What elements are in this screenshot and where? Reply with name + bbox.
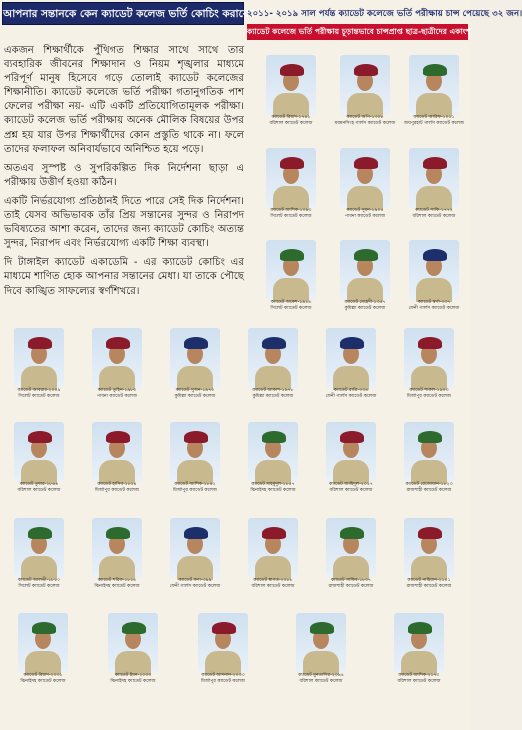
student-photo — [326, 328, 376, 388]
student-name: ক্যাডেট শাকল-১৯০৩ — [409, 388, 449, 393]
beret-shape — [106, 431, 130, 443]
student-name: ক্যাডেট আদনান-২০৩৩ — [201, 673, 245, 678]
student-name: ক্যাডেট আশিক-১০৯০ — [270, 208, 312, 213]
student-caption — [10, 673, 76, 685]
student-caption — [240, 482, 306, 494]
beret-shape — [184, 431, 208, 443]
uniform-shape — [177, 366, 213, 390]
student-photo — [248, 328, 298, 388]
uniform-shape — [21, 366, 57, 390]
uniform-shape — [177, 460, 213, 484]
student-caption — [258, 115, 324, 127]
student-college: বরিশাল ক্যাডেট কলেজ — [251, 584, 295, 589]
student-college: সিলেট ক্যাডেট কলেজ — [18, 394, 60, 399]
student-photo — [409, 55, 459, 115]
uniform-shape — [115, 651, 151, 675]
student-caption — [332, 208, 398, 220]
student-college: কুমিল্লা ক্যাডেট কলেজ — [252, 394, 294, 399]
student-college: ঝিনাইদহ ক্যাডেট কলেজ — [250, 488, 296, 493]
student-college: সিলেট ক্যাডেট কলেজ — [270, 214, 312, 219]
student-name: ক্যাডেট স্বাগত-২০৮৮ — [253, 578, 293, 583]
student-photo — [326, 422, 376, 482]
student-college: কুমিল্লা ক্যাডেট কলেজ — [174, 394, 216, 399]
red-banner: ক্যাডেট কলেজে ভর্তি পরীক্ষায় চূড়ান্তভাবে চান্সপ্রাপ্ত ছাত্র-ছাত্রীদের একাংশ — [247, 24, 468, 40]
beret-shape — [354, 64, 378, 76]
student-name: ক্যাডেট ইমন-২০৩৩ — [114, 673, 152, 678]
beret-shape — [262, 527, 286, 539]
beret-shape — [262, 431, 286, 443]
student-name: ক্যাডেট সুজন-১৯৭০ — [175, 388, 215, 393]
student-college: সিলেট ক্যাডেট কলেজ — [18, 584, 60, 589]
student-card — [322, 518, 380, 590]
beret-shape — [280, 249, 304, 261]
student-name: ক্যাডেট জাহিদুল-২০১৭ — [329, 482, 373, 487]
uniform-shape — [255, 366, 291, 390]
student-college: মির্জাপুর ক্যাডেট কলেজ — [172, 488, 218, 493]
student-caption — [84, 388, 150, 400]
student-photo — [170, 422, 220, 482]
student-photo — [266, 240, 316, 300]
student-card — [244, 328, 302, 400]
article-text — [4, 44, 244, 316]
student-name: ক্যাডেট হাসিব-১৮১৪ — [97, 482, 137, 487]
student-college: ঝিনাইদহ ক্যাডেট কলেজ — [110, 679, 156, 684]
student-caption — [258, 208, 324, 220]
student-caption — [240, 388, 306, 400]
beret-shape — [354, 157, 378, 169]
student-card — [400, 422, 458, 494]
student-name: ক্যাডেট আকাশ-১৯৭৮ — [252, 388, 294, 393]
beret-shape — [340, 527, 364, 539]
student-college: রাজশাহী ক্যাডেট কলেজ — [406, 488, 452, 493]
uniform-shape — [21, 460, 57, 484]
student-card — [336, 240, 394, 312]
student-college: বরিশাল ক্যাডেট কলেজ — [299, 679, 343, 684]
beret-shape — [310, 622, 334, 634]
student-photo — [404, 328, 454, 388]
uniform-shape — [21, 556, 57, 580]
student-photo — [170, 518, 220, 578]
student-name: ক্যাডেট মেহেদী-১৩৫৭ — [344, 300, 386, 305]
student-photo — [18, 613, 68, 673]
student-card — [166, 518, 224, 590]
student-name: ক্যাডেট সাকিব-১৮০৭ — [330, 578, 372, 583]
student-card — [336, 148, 394, 220]
student-caption — [396, 482, 462, 494]
student-card — [262, 148, 320, 220]
uniform-shape — [347, 186, 383, 210]
uniform-shape — [416, 278, 452, 302]
student-college: জয়পুরহাট গার্লস ক্যাডেট কলেজ — [403, 121, 465, 126]
student-card — [405, 148, 463, 220]
student-name: ক্যাডেট রিয়াদ-২০৩১ — [23, 673, 63, 678]
student-caption — [84, 482, 150, 494]
student-caption — [288, 673, 354, 685]
student-name: ক্যাডেট রেজোয়ান-১৮২৩ — [405, 482, 453, 487]
student-card — [400, 328, 458, 400]
student-photo — [14, 518, 64, 578]
student-card — [104, 613, 162, 685]
student-photo — [248, 518, 298, 578]
student-photo — [409, 148, 459, 208]
student-college: মির্জাপুর ক্যাডেট কলেজ — [200, 679, 246, 684]
student-caption — [396, 578, 462, 590]
student-name: ক্যাডেট অপি-১৩০৮ — [346, 115, 384, 120]
student-card — [88, 518, 146, 590]
uniform-shape — [411, 366, 447, 390]
student-college: বরিশাল ক্যাডেট কলেজ — [397, 679, 441, 684]
paragraph-3: একটি নির্ভরযোগ্য প্রতিষ্ঠানই দিতে পারে সেই দিক নির্দেশনা। তাই যেসব অভিভাবক তাঁর প্রিয় সন্তানের সুন্দর ও নিরাপদ ভবিষ্যতের আশা করেন, তাদের জন্য ক্যাডেট কোচিং অত্যন্ত সুন্দর, নিরাপদ এবং নির্ভরযোগ্য একটি শিক্ষা ব্যবস্থা। — [4, 195, 244, 250]
beret-shape — [212, 622, 236, 634]
student-college: ফেনী গার্লস ক্যাডেট কলেজ — [325, 394, 377, 399]
student-card — [405, 240, 463, 312]
beret-shape — [28, 431, 52, 443]
uniform-shape — [99, 366, 135, 390]
student-card — [194, 613, 252, 685]
student-caption — [240, 578, 306, 590]
beret-shape — [184, 337, 208, 349]
student-name: ক্যাডেট কণা-৩৯৯ — [178, 578, 212, 583]
uniform-shape — [25, 651, 61, 675]
uniform-shape — [347, 93, 383, 117]
student-card — [322, 328, 380, 400]
uniform-shape — [273, 278, 309, 302]
student-name: ক্যাডেট আশিক-২১৭০ — [398, 673, 440, 678]
student-caption — [6, 482, 72, 494]
student-photo — [108, 613, 158, 673]
student-name: ক্যাডেট সাকি-১৭৭২ — [415, 208, 453, 213]
beret-shape — [184, 527, 208, 539]
beret-shape — [423, 157, 447, 169]
student-college: মির্জাপুর ক্যাডেট কলেজ — [406, 394, 452, 399]
student-caption — [100, 673, 166, 685]
student-college: রাজশাহী ক্যাডেট কলেজ — [406, 584, 452, 589]
beret-shape — [262, 337, 286, 349]
student-caption — [6, 388, 72, 400]
beret-shape — [408, 622, 432, 634]
student-name: ক্যাডেট অকেশ-১৯১৪ — [270, 300, 312, 305]
uniform-shape — [401, 651, 437, 675]
student-caption — [162, 388, 228, 400]
student-name: ক্যাডেট মাহমুদুল-১৮৫৭ — [251, 482, 295, 487]
student-college: ময়মনসিংহ গার্লস ক্যাডেট কলেজ — [334, 121, 396, 126]
beret-shape — [418, 431, 442, 443]
student-card — [400, 518, 458, 590]
uniform-shape — [333, 556, 369, 580]
headline-banner: আপনার সন্তানকে কেন ক্যাডেট কলেজ ভর্তি কোচিং করাবেন ! — [2, 2, 244, 25]
student-photo — [326, 518, 376, 578]
student-name: ক্যাডেট সুমন-১৯০৫ — [346, 208, 384, 213]
uniform-shape — [273, 186, 309, 210]
student-card — [336, 55, 394, 127]
uniform-shape — [416, 186, 452, 210]
student-college: পাবনা ক্যাডেট কলেজ — [344, 214, 386, 219]
student-caption — [401, 208, 467, 220]
student-college: ঝিনাইদহ ক্যাডেট কলেজ — [20, 679, 66, 684]
beret-shape — [280, 64, 304, 76]
beret-shape — [106, 527, 130, 539]
student-college: ফেনী গার্লস ক্যাডেট কলেজ — [169, 584, 221, 589]
student-caption — [162, 482, 228, 494]
student-caption — [190, 673, 256, 685]
beret-shape — [280, 157, 304, 169]
student-caption — [332, 115, 398, 127]
uniform-shape — [255, 460, 291, 484]
student-caption — [318, 388, 384, 400]
student-photo — [394, 613, 444, 673]
uniform-shape — [255, 556, 291, 580]
student-college: ফেনী গার্লস ক্যাডেট কলেজ — [408, 306, 460, 311]
student-card — [10, 328, 68, 400]
student-card — [390, 613, 448, 685]
student-name: ক্যাডেট আবরার-২০০৯ — [17, 388, 61, 393]
student-name: ক্যাডেট নাহিয়ান-২১০১ — [407, 578, 451, 583]
student-card — [292, 613, 350, 685]
student-caption — [318, 578, 384, 590]
beret-shape — [354, 249, 378, 261]
student-college: পাবনা ক্যাডেট কলেজ — [96, 394, 138, 399]
student-card — [166, 328, 224, 400]
beret-shape — [423, 249, 447, 261]
student-card — [262, 240, 320, 312]
student-photo — [266, 148, 316, 208]
student-caption — [401, 115, 467, 127]
student-card — [166, 422, 224, 494]
student-name: ক্যাডেট তুষার-১৮৬৪ — [19, 482, 59, 487]
student-card — [10, 518, 68, 590]
student-card — [244, 422, 302, 494]
student-card — [322, 422, 380, 494]
beret-shape — [340, 337, 364, 349]
student-caption — [6, 578, 72, 590]
beret-shape — [106, 337, 130, 349]
uniform-shape — [177, 556, 213, 580]
beret-shape — [340, 431, 364, 443]
student-name: ক্যাডেট আরিফ-১০১১ — [413, 115, 455, 120]
student-name: ক্যাডেট স্বর্ণা-৩৩৭ — [417, 300, 451, 305]
student-photo — [340, 148, 390, 208]
student-photo — [340, 240, 390, 300]
beret-shape — [423, 64, 447, 76]
student-college: মির্জাপুর ক্যাডেট কলেজ — [94, 488, 140, 493]
result-line: ২০১১- ২০১৯ সাল পর্যন্ত ক্যাডেট কলেজে ভর্তি পরীক্ষায় চান্স পেয়েছে ৩২ জন। — [247, 9, 522, 19]
student-card — [405, 55, 463, 127]
student-card — [10, 422, 68, 494]
student-photo — [266, 55, 316, 115]
student-photo — [409, 240, 459, 300]
student-college: বরিশাল ক্যাডেট কলেজ — [329, 488, 373, 493]
uniform-shape — [303, 651, 339, 675]
uniform-shape — [416, 93, 452, 117]
student-college: বরিশাল ক্যাডেট কলেজ — [17, 488, 61, 493]
student-photo — [404, 422, 454, 482]
student-college: রাজশাহী ক্যাডেট কলেজ — [328, 584, 374, 589]
student-photo — [404, 518, 454, 578]
student-college: সিলেট ক্যাডেট কলেজ — [270, 306, 312, 311]
uniform-shape — [347, 278, 383, 302]
student-name: ক্যাডেট রিয়াদ-১৭৪১ — [271, 115, 311, 120]
uniform-shape — [99, 460, 135, 484]
beret-shape — [418, 337, 442, 349]
student-photo — [248, 422, 298, 482]
uniform-shape — [411, 460, 447, 484]
beret-shape — [418, 527, 442, 539]
student-caption — [162, 578, 228, 590]
student-college: বরিশাল ক্যাডেট কলেজ — [412, 214, 456, 219]
beret-shape — [28, 527, 52, 539]
beret-shape — [32, 622, 56, 634]
student-college: ঝিনাইদহ ক্যাডেট কলেজ — [94, 584, 140, 589]
student-college: কুমিল্লা ক্যাডেট কলেজ — [344, 306, 386, 311]
student-caption — [258, 300, 324, 312]
student-card — [244, 518, 302, 590]
student-caption — [318, 482, 384, 494]
student-name: ক্যাডেট আশিক-১৮৪২ — [174, 482, 216, 487]
student-photo — [296, 613, 346, 673]
student-name: ক্যাডেট রাত্রি-৩৩৪ — [333, 388, 369, 393]
student-photo — [340, 55, 390, 115]
paragraph-1: একজন শিক্ষার্থীকে পুঁথিগত শিক্ষার সাথে সাথে তার ব্যবহারিক জীবনের শিক্ষাদান ও নিয়ম শৃঙ্খলার মাধ্যমে পরিপূর্ণ মানুষ হিসেবে গড়ে তোলাই ক্যাডেট কলেজের শিক্ষানীতি। ক্যাডেট কলেজে ভর্তি পরীক্ষা গতানুগতিক পাশ ফেলের পরীক্ষা নয়- এটি একটি প্রতিযোগিতামূলক পরীক্ষা। ক্যাডেট কলেজ ভর্তি পরীক্ষায় অনেক মৌলিক বিষয়ের উপর প্রশ্ন হয় যার উপর শিক্ষার্থীদের কোন প্রস্তুতি থাকে না। ফলে তাদের ফলাফল অনিবার্যভাবে অনিশ্চিত হয়ে পড়ে। — [4, 45, 244, 155]
uniform-shape — [333, 460, 369, 484]
student-caption — [401, 300, 467, 312]
student-name: ক্যাডেট মুনতাসির-২০৯৪ — [298, 673, 344, 678]
uniform-shape — [333, 366, 369, 390]
student-photo — [92, 328, 142, 388]
student-name: ক্যাডেট আলভী-১৮১০ — [17, 578, 61, 583]
student-caption — [386, 673, 452, 685]
uniform-shape — [205, 651, 241, 675]
paragraph-4: দি টাঙ্গাইল ক্যাডেট একাডেমি - এর ক্যাডেট কোচিং এর মাধ্যমে শাণিত হোক আপনার সন্তানের মেধা। যা তাকে পৌছে দিবে কাঙ্খিত সাফল্যের স্বর্ণশিখরে। — [4, 257, 244, 297]
paragraph-2: অতএব সুস্পষ্ট ও সুপরিকল্পিত দিক নির্দেশনা ছাড়া এ পরীক্ষায় উত্তীর্ণ হওয়া কঠিন। — [4, 162, 244, 188]
student-caption — [84, 578, 150, 590]
student-photo — [14, 328, 64, 388]
student-caption — [332, 300, 398, 312]
uniform-shape — [99, 556, 135, 580]
student-card — [14, 613, 72, 685]
student-card — [262, 55, 320, 127]
student-photo — [92, 422, 142, 482]
student-card — [88, 328, 146, 400]
student-photo — [198, 613, 248, 673]
student-caption — [396, 388, 462, 400]
student-name: ক্যাডেট শরিফ-১৮১৫ — [97, 578, 137, 583]
student-photo — [170, 328, 220, 388]
student-card — [88, 422, 146, 494]
student-name: ক্যাডেট তুহিন-১৯৮০ — [97, 388, 137, 393]
uniform-shape — [411, 556, 447, 580]
beret-shape — [28, 337, 52, 349]
uniform-shape — [273, 93, 309, 117]
student-photo — [14, 422, 64, 482]
student-photo — [92, 518, 142, 578]
student-college: বরিশাল ক্যাডেট কলেজ — [269, 121, 313, 126]
beret-shape — [122, 622, 146, 634]
